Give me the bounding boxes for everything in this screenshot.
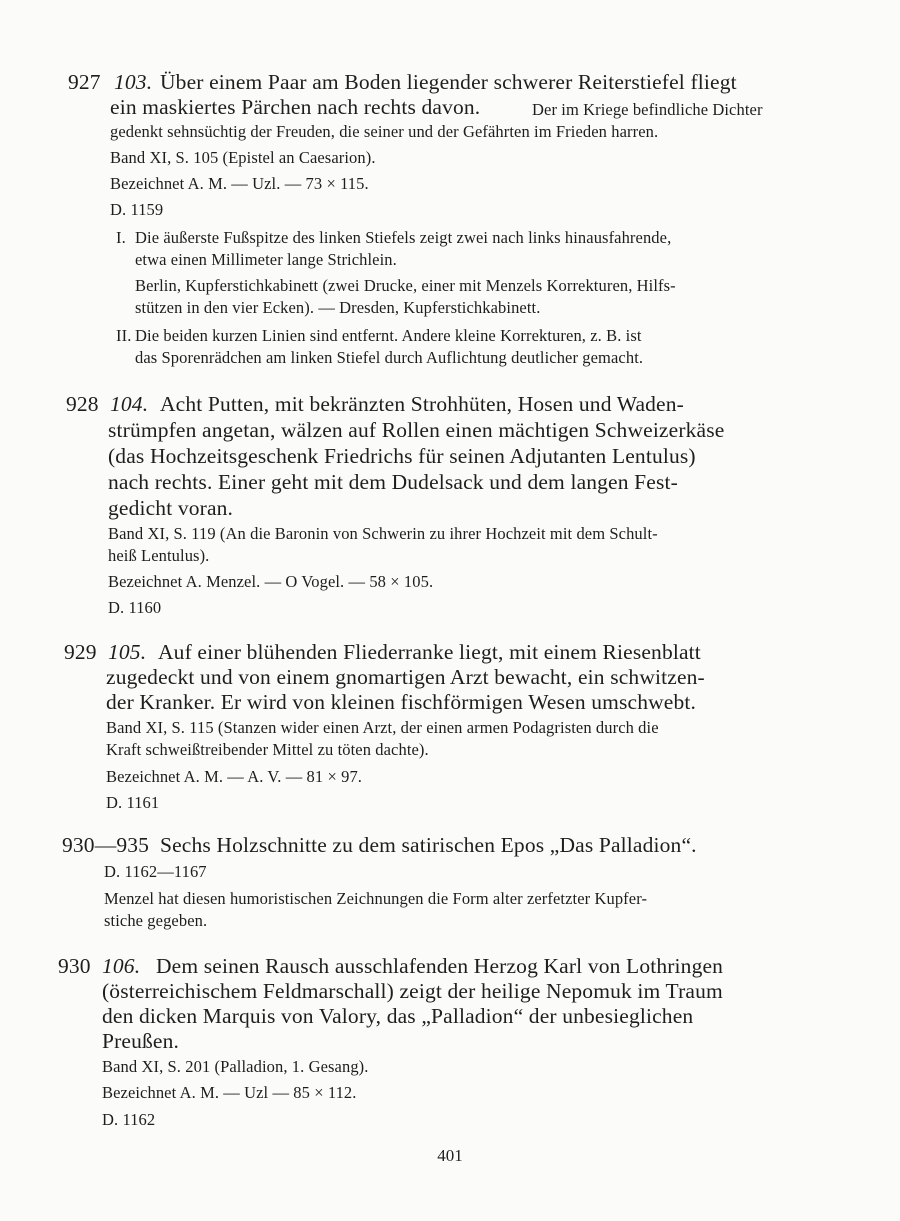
d-number: D. 1162 <box>102 1110 156 1129</box>
state-description-line: Die äußerste Fußspitze des linken Stiefels zeigt zwei nach links hinausfahrende, <box>135 228 672 247</box>
signature-info: Bezeichnet A. Menzel. — O Vogel. — 58 × 105. <box>108 572 434 591</box>
collection-line: Berlin, Kupferstichkabinett (zwei Drucke, einer mit Menzels Korrekturen, Hilfs- <box>135 276 676 295</box>
entry-number: 930 <box>58 954 91 978</box>
band-reference: Band XI, S. 105 (Epistel an Caesarion). <box>110 148 376 167</box>
band-reference: heiß Lentulus). <box>108 546 210 565</box>
entry-description-line: stiche gegeben. <box>104 911 208 930</box>
collection-line: stützen in den vier Ecken). — Dresden, Kupferstichkabinett. <box>135 298 541 317</box>
signature-info: Bezeichnet A. M. — Uzl — 85 × 112. <box>102 1083 357 1102</box>
plate-number: 103. <box>114 70 153 94</box>
band-reference: Band XI, S. 115 (Stanzen wider einen Arzt, der einen armen Podagristen durch die <box>106 718 659 737</box>
entry-number: 929 <box>64 640 97 664</box>
entry-title-line: Auf einer blühenden Fliederranke liegt, mit einem Riesenblatt <box>158 640 701 664</box>
entry-description-line: gedenkt sehnsüchtig der Freuden, die seiner und der Gefährten im Frieden harren. <box>110 122 659 141</box>
entry-title-line: der Kranker. Er wird von kleinen fischförmigen Wesen umschwebt. <box>106 690 697 714</box>
entry-title-line: nach rechts. Einer geht mit dem Dudelsack und dem langen Fest- <box>108 470 678 494</box>
entry-title-line: Dem seinen Rausch ausschlafenden Herzog Karl von Lothringen <box>156 954 724 978</box>
state-label: II. <box>116 326 132 345</box>
entry-description-line: Menzel hat diesen humoristischen Zeichnungen die Form alter zerfetzter Kupfer- <box>104 889 648 908</box>
d-number: D. 1160 <box>108 598 162 617</box>
state-label: I. <box>116 228 126 247</box>
page-number: 401 <box>437 1146 463 1165</box>
entry-title-line: Über einem Paar am Boden liegender schwerer Reiterstiefel fliegt <box>160 70 737 94</box>
entry-title-line: (österreichischem Feldmarschall) zeigt der heilige Nepomuk im Traum <box>102 979 723 1003</box>
entry-title-line: strümpfen angetan, wälzen auf Rollen einen mächtigen Schweizerkäse <box>108 418 725 442</box>
band-reference: Band XI, S. 119 (An die Baronin von Schwerin zu ihrer Hochzeit mit dem Schult- <box>108 524 658 543</box>
entry-title-line: Acht Putten, mit bekränzten Strohhüten, Hosen und Waden- <box>160 392 684 416</box>
entry-number: 927 <box>68 70 101 94</box>
signature-info: Bezeichnet A. M. — Uzl. — 73 × 115. <box>110 174 369 193</box>
entry-title-line: gedicht voran. <box>108 496 234 520</box>
entry-description-line: Der im Kriege befindliche Dichter <box>532 100 763 119</box>
entry-number: 930—935 <box>62 833 150 857</box>
d-number: D. 1161 <box>106 793 160 812</box>
state-description-line: Die beiden kurzen Linien sind entfernt. Andere kleine Korrekturen, z. B. ist <box>135 326 642 345</box>
d-number: D. 1162—1167 <box>104 862 207 881</box>
plate-number: 104. <box>110 392 149 416</box>
plate-number: 106. <box>102 954 141 978</box>
d-number: D. 1159 <box>110 200 164 219</box>
entry-title-line: ein maskiertes Pärchen nach rechts davon. <box>110 95 481 119</box>
entry-title-line: Preußen. <box>102 1029 180 1053</box>
state-description-line: etwa einen Millimeter lange Strichlein. <box>135 250 397 269</box>
entry-number: 928 <box>66 392 99 416</box>
entry-title-line: den dicken Marquis von Valory, das „Palladion“ der unbesieglichen <box>102 1004 694 1028</box>
entry-title-line: zugedeckt und von einem gnomartigen Arzt bewacht, ein schwitzen- <box>106 665 705 689</box>
signature-info: Bezeichnet A. M. — A. V. — 81 × 97. <box>106 767 363 786</box>
band-reference: Band XI, S. 201 (Palladion, 1. Gesang). <box>102 1057 369 1076</box>
plate-number: 105. <box>108 640 147 664</box>
state-description-line: das Sporenrädchen am linken Stiefel durch Auflichtung deutlicher gemacht. <box>135 348 644 367</box>
entry-title-line: (das Hochzeitsgeschenk Friedrichs für seinen Adjutanten Lentulus) <box>108 444 696 468</box>
entry-title-line: Sechs Holzschnitte zu dem satirischen Epos „Das Palladion“. <box>160 833 697 857</box>
band-reference: Kraft schweißtreibender Mittel zu töten dachte). <box>106 740 429 759</box>
